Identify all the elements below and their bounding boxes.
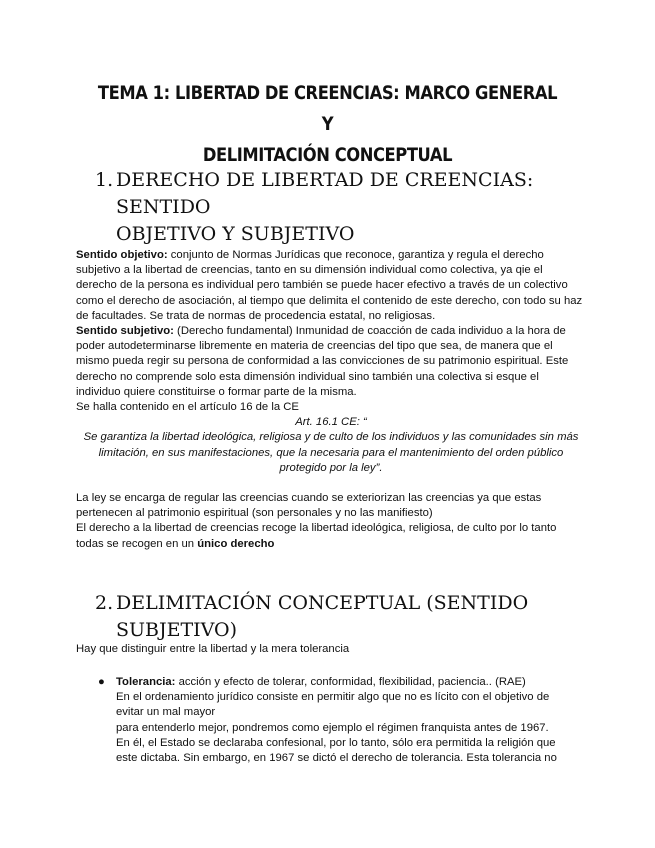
section-1-body [76, 248, 586, 552]
quote-reference: Art. 16.1 CE: “ [295, 416, 367, 429]
estado-text: En él, el Estado se declaraba confesional, por lo tanto, sólo era permitida la religión que este dictaba. Sin embargo, en 1967 se dictó el derecho de tolerancia. Esta tolerancia no [116, 736, 557, 765]
section-1-heading-line-2: OBJETIVO Y SUBJETIVO [116, 223, 355, 245]
derecho-paragraph [76, 521, 586, 551]
list-item-tolerancia [98, 675, 578, 766]
quote-text: Se garantiza la libertad ideológica, religiosa y de culto de los individuos y las comunidades sin más limitación, en sus manifestaciones, que la necesaria para el mantenimiento del orden público protegido por la ley”. [83, 431, 579, 474]
document-title [97, 78, 557, 171]
section-1-heading [95, 167, 595, 248]
tolerancia-label: Tolerancia: [116, 676, 176, 688]
section-2-heading [95, 590, 595, 644]
articulo-line: Se halla contenido en el artículo 16 de la CE [76, 401, 299, 414]
title-line-1: TEMA 1: LIBERTAD DE CREENCIAS: MARCO GENERAL Y [97, 82, 558, 135]
title-line-2: DELIMITACIÓN CONCEPTUAL [202, 144, 453, 166]
ordenamiento-text: En el ordenamiento jurídico consiste en permitir algo que no es lícito con el objetivo de evitar un mal mayor [116, 691, 550, 719]
section-1-heading-line-1: DERECHO DE LIBERTAD DE CREENCIAS: SENTIDO [116, 169, 534, 218]
bullet-icon: ● [98, 676, 105, 688]
ejemplo-text: para entenderlo mejor, pondremos como ejemplo el régimen franquista antes de 1967. [116, 721, 549, 734]
subjetivo-text: (Derecho fundamental) Inmunidad de coacción de cada individuo a la hora de poder autodeterminarse libremente en materia de creencias del tipo que sea, de manera que el mismo pueda regir su persona de conformidad a las convicciones de su patrimonio espiritual. Este derecho no comprende solo esta dimensión individual sino también una colectiva si esque el individuo quiere constituirse o formar parte de la misma. [76, 325, 569, 398]
objetivo-text: conjunto de Normas Jurídicas que reconoce, garantiza y regula el derecho subjetivo a la libertad de creencias, tanto en su dimensión individual como colectiva, ya qie el derecho de la persona es individual pero también se puede hacer efectivo a través de un colectivo como el derecho de asociación, al tiempo que delimita el contenido de este derecho, con todo su haz de facultades. Se trata de normas de procedencia estatal, no religiosas. [76, 249, 583, 322]
objetivo-label: Sentido objetivo: [76, 249, 168, 261]
section-2-number: 2. [95, 592, 114, 614]
ley-paragraph: La ley se encarga de regular las creencias cuando se exteriorizan las creencias ya que estas pertenecen al patrimonio espiritual (son personales y no las manifiesto) [76, 492, 542, 520]
unico-derecho: único derecho [197, 537, 275, 550]
paragraph-sentido-objetivo [76, 248, 586, 324]
section-2-heading-line-1: DELIMITACIÓN CONCEPTUAL (SENTIDO [116, 592, 529, 614]
derecho-text: El derecho a la libertad de creencias recoge la libertad ideológica, religiosa, de culto por lo tanto todas se recogen en un [76, 522, 557, 550]
tolerancia-text: acción y efecto de tolerar, conformidad, flexibilidad, paciencia.. (RAE) [175, 676, 526, 688]
tolerancia-definition [116, 675, 578, 690]
subjetivo-label: Sentido subjetivo: [76, 325, 174, 338]
paragraph-sentido-subjetivo [76, 324, 586, 400]
section-2-intro [76, 642, 586, 657]
intro-text: Hay que distinguir entre la libertad y la mera tolerancia [76, 643, 350, 655]
section-1-number: 1. [95, 169, 114, 191]
section-2-heading-line-2: SUBJETIVO) [116, 619, 238, 641]
